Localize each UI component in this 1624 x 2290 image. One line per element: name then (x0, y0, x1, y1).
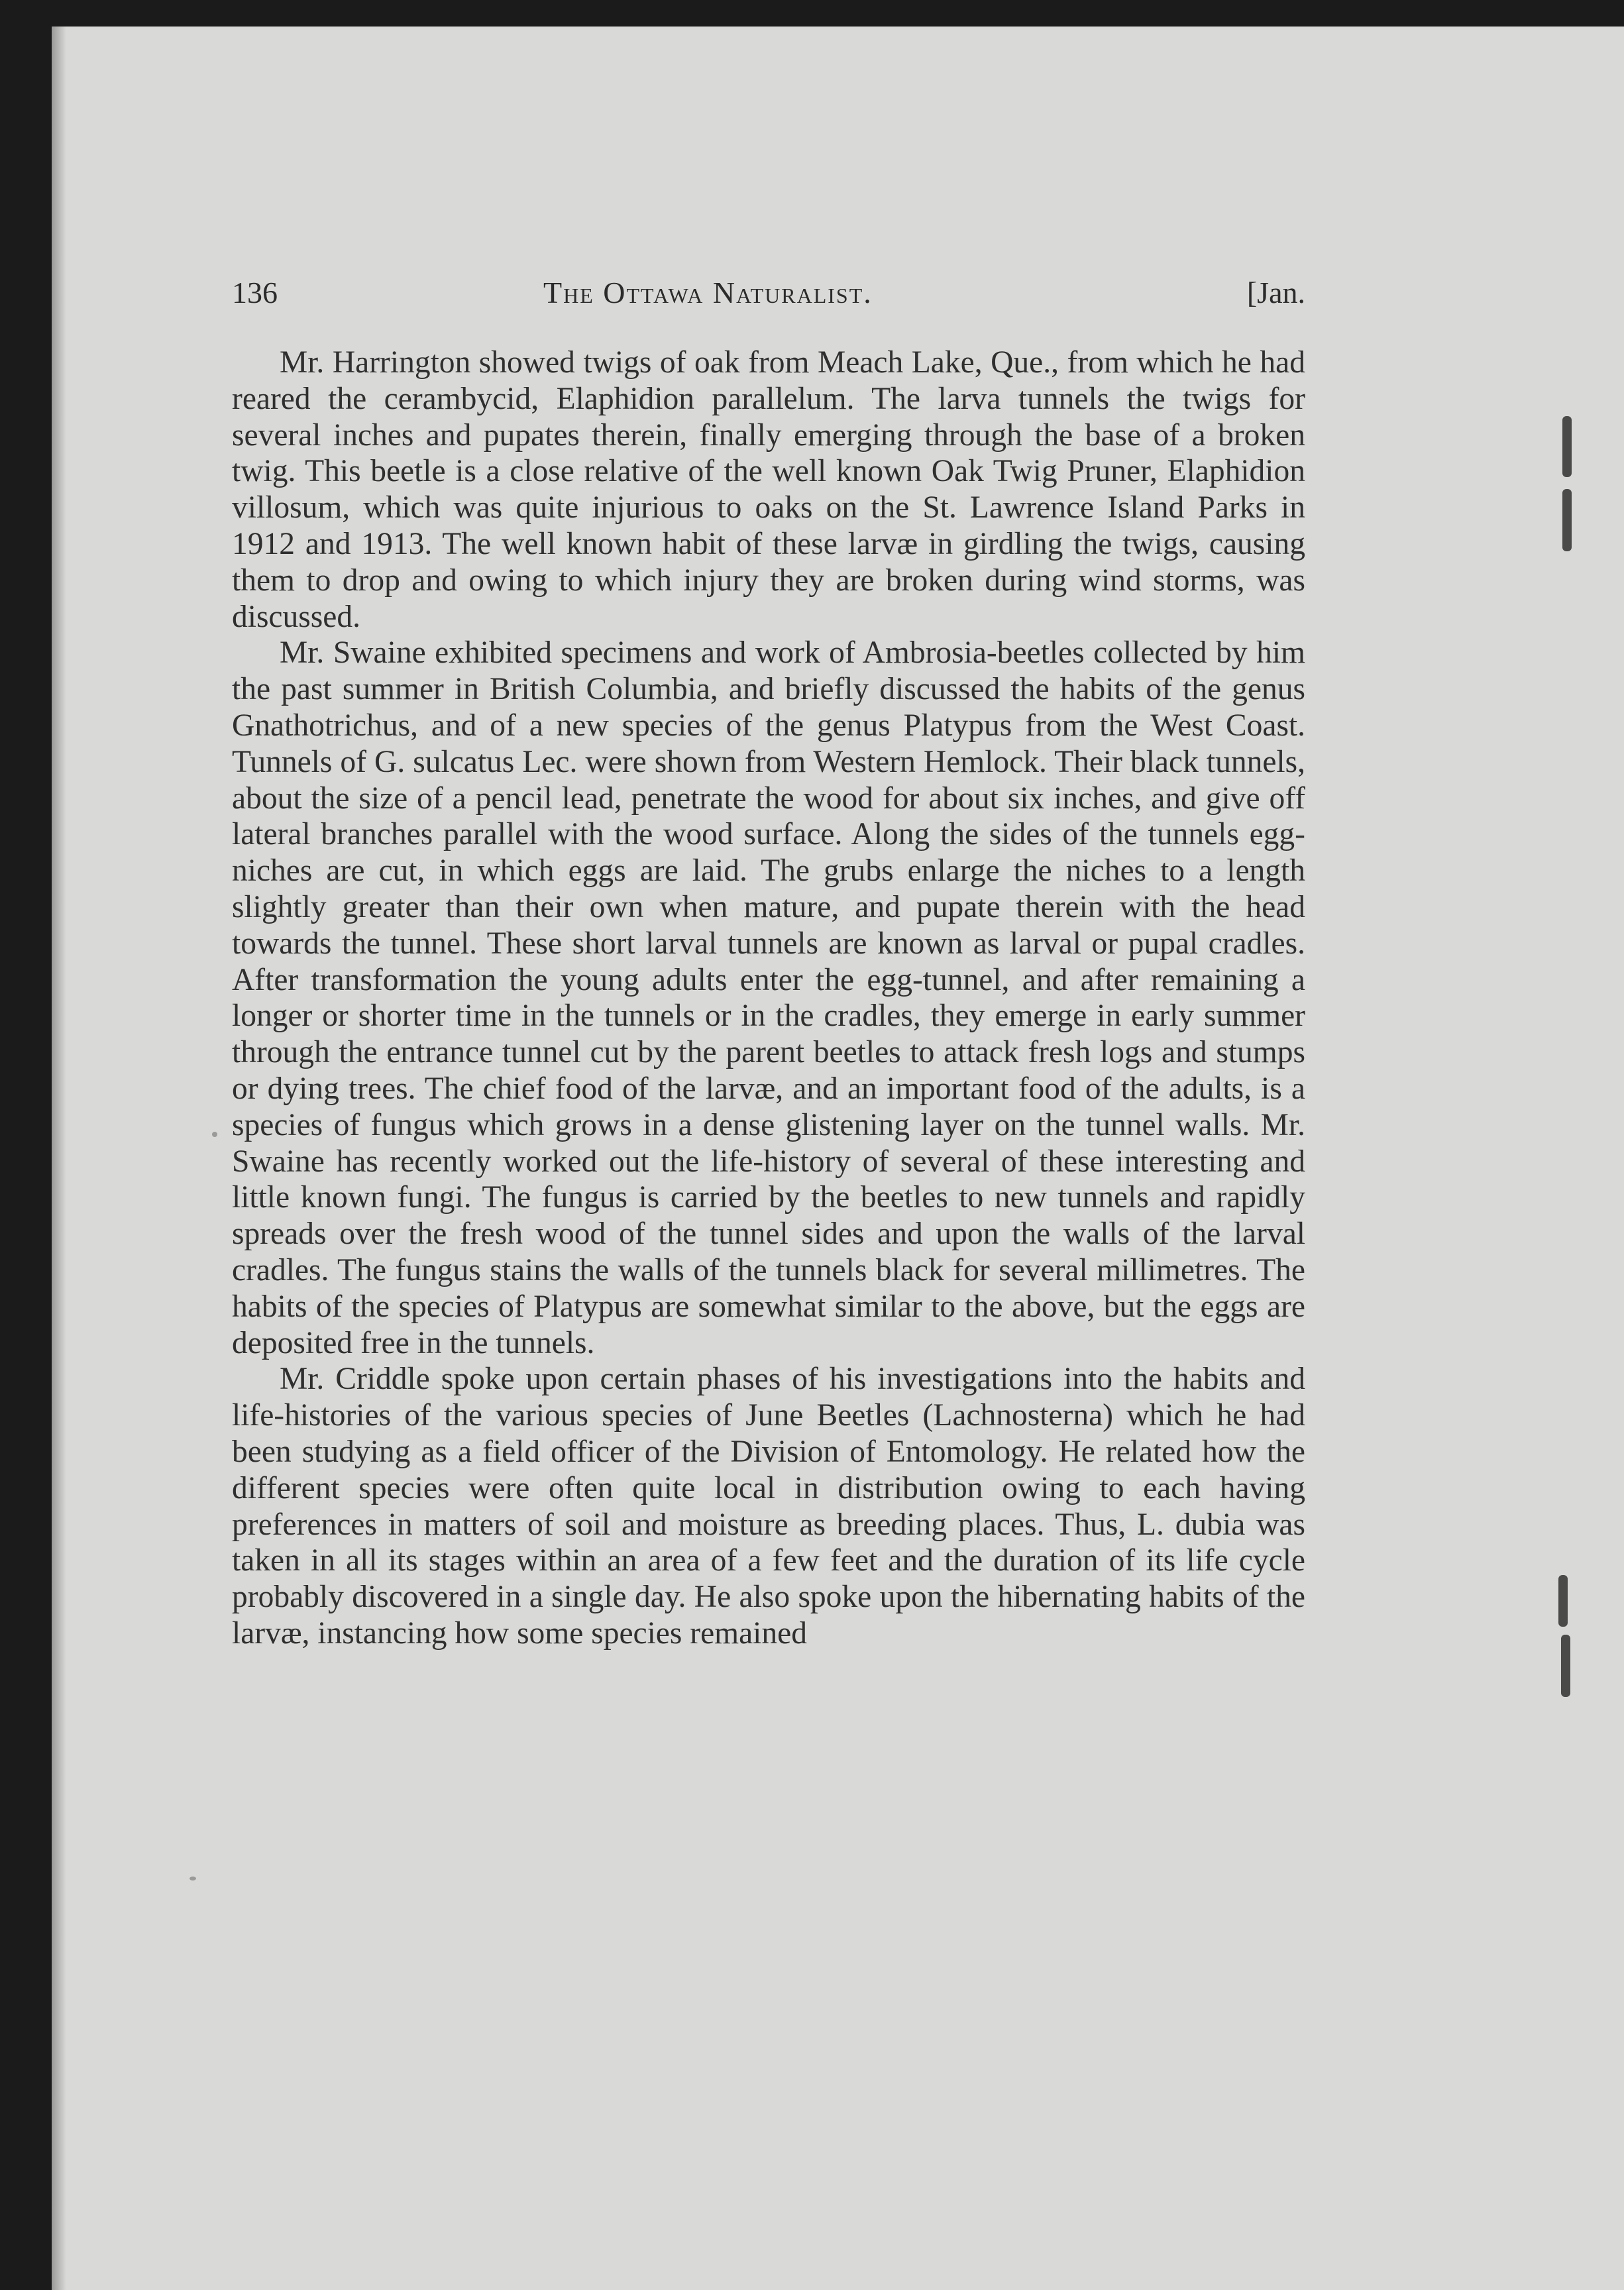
journal-title: The Ottawa Naturalist. (543, 276, 873, 309)
article-body (232, 345, 1305, 1652)
page-edge-shadow (52, 27, 66, 2290)
binding-clip-bottom-2 (1561, 1635, 1570, 1697)
running-header (232, 275, 1305, 328)
binding-clip-top-2 (1562, 489, 1572, 551)
scan-speck (212, 1132, 217, 1137)
issue-month: [Jan. (1246, 276, 1305, 309)
paragraph-harrington: Mr. Harrington showed twigs of oak from Meach Lake, Que., from which he had reared the cerambycid, Elaphidion parallelum. The larva tunnels the twigs for several inches and pupates therein, finally emerging through the base of a broken twig. This beetle is a close relative of the well known Oak Twig Pruner, Elaphidion villosum, which was quite injurious to oaks on the St. Lawrence Island Parks in 1912 and 1913. The well known habit of these larvæ in girdling the twigs, causing them to drop and owing to which injury they are broken during wind storms, was discussed. (232, 345, 1305, 634)
scan-speck (189, 1877, 196, 1881)
binding-clip-top-1 (1562, 416, 1572, 477)
paragraph-criddle: Mr. Criddle spoke upon certain phases of his investigations into the habits and life-histories of the various species of June Beetles (Lachnosterna) which he had been studying as a field officer of the Division of Entomology. He related how the different species were often quite local in distribution owing to each having preferences in matters of soil and moisture as breeding places. Thus, L. dubia was taken in all its stages within an area of a few feet and the duration of its life cycle probably discovered in a single day. He also spoke upon the hibernating habits of the larvæ, instancing how some species remained (232, 1362, 1305, 1651)
binding-clip-bottom-1 (1558, 1575, 1568, 1627)
paragraph-swaine: Mr. Swaine exhibited specimens and work of Ambrosia-beetles collected by him the past summer in British Columbia, and briefly discussed the habits of the genus Gnathotrichus, and of a new species of the genus Platypus from the West Coast. Tunnels of G. sulcatus Lec. were shown from Western Hemlock. Their black tunnels, about the size of a pencil lead, penetrate the wood for about six inches, and give off lateral branches parallel with the wood surface. Along the sides of the tunnels egg-niches are cut, in which eggs are laid. The grubs enlarge the niches to a length slightly greater than their own when mature, and pupate therein with the head towards the tunnel. These short larval tunnels are known as larval or pupal cradles. After transformation the young adults enter the egg-tunnel, and after remaining a longer or shorter time in the tunnels or in the cradles, they emerge in early summer through the entrance tunnel cut by the parent beetles to attack fresh logs and stumps or dying trees. The chief food of the larvæ, and an important food of the adults, is a species of fungus which grows in a dense glistening layer on the tunnel walls. Mr. Swaine has recently worked out the life-history of several of these interesting and little known fungi. The fungus is carried by the beetles to new tunnels and rapidly spreads over the fresh wood of the tunnel sides and upon the walls of the larval cradles. The fungus stains the walls of the tunnels black for several millimetres. The habits of the species of Platypus are somewhat similar to the above, but the eggs are deposited free in the tunnels. (232, 635, 1305, 1360)
page-number: 136 (232, 276, 278, 309)
